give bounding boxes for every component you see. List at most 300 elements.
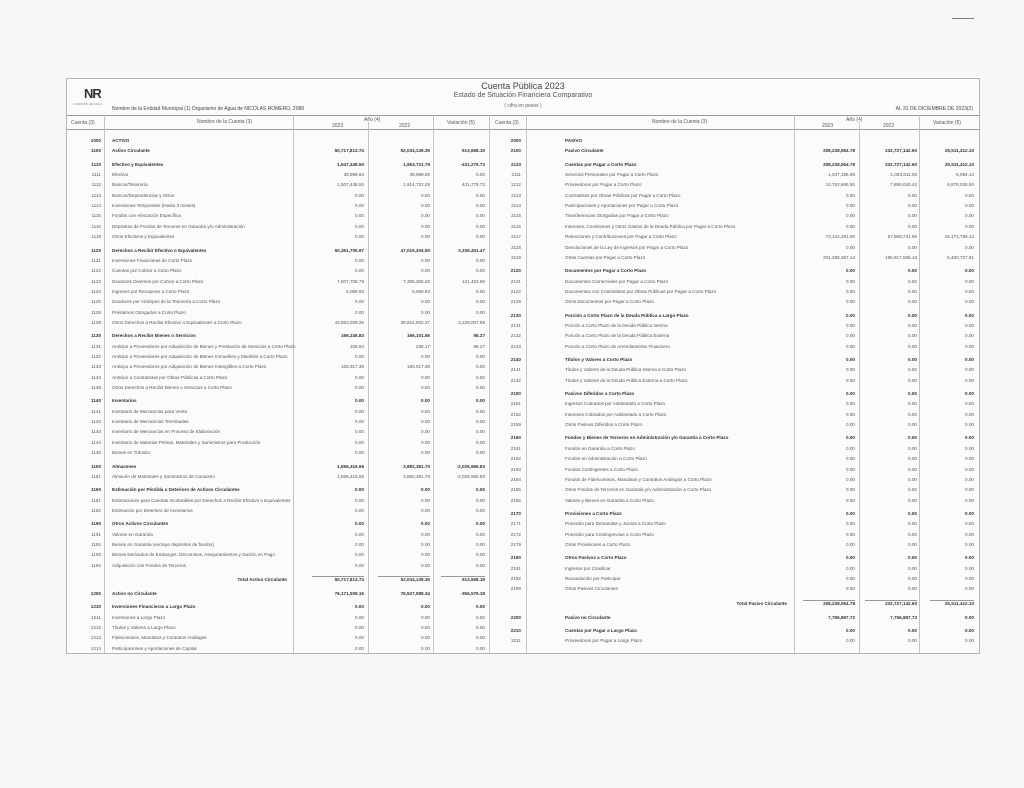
amount-current-year: 0.00 — [846, 541, 855, 547]
account-code: 1162 — [91, 507, 101, 513]
amount-previous-year: 232,727,142.60 — [885, 148, 917, 154]
account-name: Otros Efectivos y Equivalentes — [112, 234, 175, 240]
account-name: Otros Pasivos a Corto Plazo — [565, 555, 627, 561]
amount-current-year: 0.00 — [846, 487, 855, 493]
amount-current-year: 0.00 — [355, 257, 364, 263]
amount-variation: 0.00 — [476, 552, 485, 558]
col-year-current-right: 2023 — [822, 123, 834, 129]
amount-current-year: 0.00 — [846, 555, 855, 561]
report-subtitle: Estado de Situación Financiera Comparativo — [453, 92, 593, 99]
account-code: 2200 — [510, 614, 521, 620]
amount-variation: 0.00 — [476, 354, 485, 359]
amount-current-year: 166,245.83 — [341, 333, 364, 339]
amount-previous-year: 7,796,897.72 — [890, 614, 917, 620]
account-name: Otros Pasivos Circulantes — [565, 586, 618, 592]
amount-variation: 3,229,007.88 — [458, 319, 485, 325]
account-name: Adquisición con Fondos de Terceros — [112, 562, 186, 568]
amount-variation: -431,275.73 — [460, 161, 485, 167]
amount-variation: 0.00 — [965, 510, 974, 516]
account-name: Anticipo a Proveedores por Adquisición de Bienes Inmuebles y Muebles a Corto Plazo — [112, 354, 288, 359]
amount-variation: 0.00 — [965, 565, 974, 571]
amount-current-year: 0.00 — [846, 445, 855, 451]
amount-current-year: 0.00 — [355, 541, 364, 547]
account-name: Porción a Corto Plazo de la Deuda Pública a Largo Plazo — [565, 312, 689, 318]
amount-variation: 0.00 — [965, 435, 974, 441]
amount-current-year: 0.00 — [846, 456, 855, 462]
account-name: Fondos de Fideicomisos, Mandatos y Contratos Análogos a Corto Plazo — [565, 476, 712, 482]
amount-variation: 0.00 — [965, 401, 974, 407]
amount-current-year: 1,656,415.66 — [337, 473, 364, 479]
amount-variation: 0.00 — [476, 604, 485, 610]
amount-previous-year: 195,817,586.13 — [885, 254, 917, 260]
amount-previous-year: 232,727,142.60 — [885, 161, 917, 167]
amount-previous-year: 0.00 — [908, 278, 917, 284]
amount-previous-year: 0.00 — [908, 445, 917, 451]
amount-current-year: 0.00 — [355, 562, 364, 568]
amount-current-year: 0.00 — [355, 309, 364, 315]
account-name: Otros Derechos a Recibir Efectivo o Equivalentes a Corto Plazo — [112, 319, 242, 325]
account-code: 1161 — [91, 497, 101, 503]
amount-variation: 25,511,412.10 — [944, 161, 974, 167]
amount-current-year: 0.00 — [355, 625, 364, 631]
amount-current-year: 0.00 — [846, 510, 855, 516]
account-code: 1132 — [91, 354, 101, 359]
account-name: Valores en Garantía — [112, 531, 153, 537]
amount-current-year: 0.00 — [355, 223, 364, 229]
amount-current-year: 0.00 — [355, 635, 364, 641]
amount-previous-year: 3,882,381.70 — [403, 473, 430, 479]
amount-previous-year: 0.00 — [908, 322, 917, 328]
amount-previous-year: 0.00 — [908, 586, 917, 592]
account-code: 1131 — [91, 343, 101, 349]
account-code: 1133 — [91, 364, 101, 370]
amount-variation: 0.00 — [476, 309, 485, 315]
amount-current-year: 0.00 — [355, 374, 364, 380]
amount-previous-year: 1,953,721.79 — [403, 161, 430, 167]
amount-current-year: 0.00 — [355, 192, 364, 198]
amount-previous-year: 0.00 — [421, 614, 430, 620]
amount-variation: 0.00 — [965, 411, 974, 417]
account-code: 1126 — [91, 309, 101, 315]
account-name: ACTIVO — [112, 138, 130, 143]
amount-previous-year: 1,053,811.00 — [890, 172, 917, 178]
amount-previous-year: 0.00 — [421, 192, 430, 198]
amount-variation: 0.00 — [965, 628, 974, 634]
amount-current-year: 0.00 — [846, 565, 855, 571]
account-name: Inversiones Temporales (Hasta 3 meses) — [112, 203, 196, 209]
account-code: 1100 — [91, 148, 101, 154]
amount-current-year: 0.00 — [355, 531, 364, 537]
amount-variation: 0.00 — [476, 288, 485, 294]
amount-previous-year: 0.00 — [421, 645, 430, 651]
account-name: Fondos en Garantía a Corto Plazo — [565, 445, 635, 451]
amount-current-year: 0.00 — [846, 521, 855, 527]
amount-previous-year: 0.00 — [421, 234, 430, 240]
amount-previous-year: 0.00 — [421, 299, 430, 305]
account-code: 1115 — [91, 213, 101, 219]
account-name: Cuentas por Pagar a Largo Plazo — [565, 628, 637, 634]
amount-previous-year: 0.00 — [908, 377, 917, 383]
account-code: 2133 — [510, 343, 521, 349]
amount-current-year: 50,351,705.97 — [334, 247, 364, 253]
account-code: 1125 — [91, 299, 101, 305]
amount-current-year: 73,142,481.06 — [825, 234, 855, 240]
account-code: 1123 — [91, 278, 101, 284]
amount-previous-year: 0.00 — [908, 367, 917, 373]
amount-variation: 0.00 — [476, 531, 485, 537]
amount-previous-year: 6,068.93 — [412, 288, 430, 294]
account-name: Devoluciones de la Ley de Ingresos por Pagar a Corto Plazo — [565, 244, 689, 250]
amount-current-year: 1,547,448.50 — [337, 161, 364, 167]
amount-current-year: 0.00 — [355, 268, 364, 274]
col-variation-right: Variación (5) — [933, 120, 961, 126]
amount-variation: -2,025,965.83 — [456, 473, 485, 479]
amount-current-year: 0.00 — [355, 614, 364, 620]
account-name: Porción a Corto Plazo de la Deuda Pública Externa — [565, 333, 670, 339]
amount-current-year: 0.00 — [846, 391, 855, 397]
amount-current-year: 0.00 — [355, 604, 364, 610]
account-code: 2100 — [510, 148, 521, 154]
account-code: 1141 — [91, 408, 101, 414]
amount-current-year: 0.00 — [846, 192, 855, 198]
account-code: 2120 — [510, 268, 521, 274]
amount-previous-year: 57,969,731.99 — [887, 234, 917, 240]
amount-variation: 0.00 — [476, 234, 485, 240]
amount-current-year: 0.00 — [355, 552, 364, 558]
account-code: 1112 — [91, 182, 101, 188]
account-name: Otras Cuentas por Pagar a Corto Plazo — [565, 254, 646, 260]
amount-current-year: 0.00 — [846, 213, 855, 219]
amount-current-year: 0.00 — [355, 450, 364, 456]
amount-previous-year: 0.00 — [908, 638, 917, 644]
col-year: Año (4) — [364, 117, 381, 123]
header-rule-bottom — [67, 129, 979, 130]
amount-previous-year: 0.00 — [421, 419, 430, 425]
account-name: Otros Activos Circulantes — [112, 521, 169, 527]
amount-previous-year: 0.00 — [908, 487, 917, 493]
amount-previous-year: 165,917.39 — [407, 364, 430, 370]
account-name: Inventario de Mercancías Terminadas — [112, 419, 189, 425]
amount-previous-year: 0.00 — [908, 357, 917, 362]
amount-previous-year: 0.00 — [421, 223, 430, 229]
amount-previous-year: 0.00 — [908, 333, 917, 339]
account-code: 1213 — [90, 635, 101, 641]
amount-current-year: 0.00 — [846, 401, 855, 407]
amount-current-year: 7,507,708.79 — [337, 278, 364, 284]
amount-current-year: 0.00 — [846, 203, 855, 209]
account-name: Ingresos por Recuperar a Corto Plazo — [112, 288, 190, 294]
account-name: Títulos y Valores a Largo Plazo — [112, 625, 176, 631]
amount-variation: 0.00 — [965, 521, 974, 527]
account-code: 2151 — [510, 401, 521, 407]
amount-variation: 0.00 — [965, 576, 974, 581]
amount-variation: 0.00 — [965, 343, 974, 349]
amount-current-year: 39,999.50 — [343, 172, 364, 178]
amount-variation: 0.00 — [965, 377, 974, 383]
amount-current-year: 0.00 — [846, 377, 855, 383]
account-name: Servicios Personales por Pagar a Corto Plazo — [565, 172, 659, 178]
amount-variation: 0.00 — [965, 268, 974, 274]
amount-previous-year: 0.00 — [908, 192, 917, 198]
account-name: Valores y Bienes en Garantía a Corto Plazo — [565, 497, 654, 503]
account-code: 2111 — [511, 172, 521, 178]
amount-current-year: 0.00 — [846, 476, 855, 482]
logo-text: NR — [84, 86, 101, 101]
account-code: 1211 — [91, 614, 101, 620]
amount-variation: 0.00 — [476, 614, 485, 620]
amount-variation: -356,579.18 — [460, 591, 485, 596]
amount-variation: 0.00 — [965, 357, 974, 362]
amount-previous-year: 0.00 — [421, 268, 430, 274]
amount-variation: 25,511,412.10 — [944, 148, 974, 154]
amount-previous-year: 232,727,142.60 — [885, 600, 917, 606]
amount-previous-year: 0.00 — [908, 435, 917, 441]
account-name: Ingresos Cobrados por Adelantado a Corto Plazo — [565, 401, 666, 407]
amount-variation: 0.00 — [965, 333, 974, 339]
amount-current-year: 0.00 — [846, 531, 855, 537]
amount-current-year: 0.00 — [355, 497, 364, 503]
account-name: Documentos con Contratistas por Obras Públicas por Pagar a Corto Plazo — [565, 288, 717, 294]
amount-variation: 0.00 — [476, 364, 485, 370]
account-name: Documentos Comerciales por Pagar a Corto Plazo — [565, 278, 669, 284]
account-code: 1114 — [91, 203, 101, 209]
account-name: Títulos y Valores de la Deuda Pública Externa a Corto Plazo — [565, 377, 688, 383]
amount-variation: 0.00 — [965, 638, 974, 644]
account-name: Total Pasivo Circulante — [736, 600, 787, 606]
amount-current-year: 50,717,813.74 — [334, 577, 364, 582]
amount-current-year: 0.00 — [846, 422, 855, 428]
account-name: Otros Derechos a Recibir Bienes o Servicios a Corto Plazo — [112, 385, 232, 391]
amount-current-year: 0.00 — [846, 343, 855, 349]
amount-current-year: 0.00 — [846, 466, 855, 472]
amount-current-year: 165,917.39 — [341, 364, 364, 370]
account-code: 2165 — [510, 487, 521, 493]
col-account-right: Cuenta (3) — [495, 120, 519, 126]
col-name-right: Nombre de la Cuenta (3) — [652, 119, 708, 125]
account-name: Derechos a Recibir Efectivo o Equivalentes — [112, 247, 207, 253]
account-name: Fondos con Afectación Específica — [112, 213, 181, 219]
amount-variation: 0.00 — [965, 422, 974, 428]
account-code: 1151 — [91, 473, 101, 479]
account-code: 2131 — [510, 322, 521, 328]
amount-current-year: 0.00 — [846, 268, 855, 274]
account-code: 1139 — [91, 385, 101, 391]
account-name: Pasivo Circulante — [565, 148, 604, 154]
amount-variation: 0.00 — [476, 562, 485, 568]
amount-current-year: 0.00 — [355, 487, 364, 493]
amount-current-year: 0.00 — [846, 628, 855, 634]
amount-current-year: 201,296,367.14 — [823, 254, 855, 260]
amount-variation: 0.00 — [476, 408, 485, 414]
amount-previous-year: 0.00 — [908, 288, 917, 294]
amount-variation: 0.00 — [476, 635, 485, 641]
amount-previous-year: 0.00 — [421, 521, 430, 527]
total-rule — [378, 576, 430, 577]
amount-variation: 0.00 — [965, 614, 974, 620]
amount-previous-year: 39,999.50 — [409, 172, 430, 178]
col-year-current: 2023 — [332, 123, 344, 129]
entity-name: Nombre de la Entidad Municipal (1) Organismo de Agua de NICOLAS ROMERO, 2088 — [112, 106, 305, 112]
amount-previous-year: 0.00 — [421, 552, 430, 558]
amount-previous-year: 39,624,002.37 — [400, 319, 430, 325]
account-name: Bienes Derivados de Embargos, Decomisos, Aseguramientos y Dación en Pago — [112, 552, 275, 558]
amount-variation: 5,460,727.91 — [947, 254, 974, 260]
amount-current-year: 7,796,897.72 — [828, 614, 855, 620]
account-code: 1120 — [91, 247, 101, 253]
account-name: Retenciones y Contribuciones por Pagar a Corto Plazo — [565, 234, 677, 240]
account-name: Proveedores por Pagar a Corto Plazo — [565, 182, 642, 188]
account-name: Fondos Contingentes a Corto Plazo — [565, 466, 638, 472]
amount-variation: 0.00 — [476, 374, 485, 380]
account-code: 2170 — [510, 510, 521, 516]
total-rule — [441, 576, 485, 577]
amount-variation: 98.27 — [473, 343, 485, 349]
account-name: Activo no Circulante — [112, 591, 157, 596]
amount-variation: -2,025,965.83 — [456, 463, 485, 469]
account-name: Contratistas por Obras Públicas por Pagar a Corto Plazo — [565, 192, 681, 198]
account-name: Estimación por Pérdida o Deterioro de Activos Circulantes — [112, 487, 240, 493]
amount-previous-year: 7,385,305.20 — [403, 278, 430, 284]
amount-variation: 0.00 — [476, 497, 485, 503]
account-code: 1140 — [91, 398, 101, 404]
amount-previous-year: 0.00 — [421, 429, 430, 435]
amount-variation: 0.00 — [476, 213, 485, 219]
amount-current-year: 328.64 — [349, 343, 364, 349]
account-name: Estimación por Deterioro de Inventarios — [112, 507, 193, 513]
account-code: 2115 — [511, 213, 521, 219]
amount-previous-year: 0.00 — [908, 312, 917, 318]
amount-previous-year: 0.00 — [908, 401, 917, 407]
amount-current-year: 0.00 — [846, 333, 855, 339]
account-code: 2114 — [511, 203, 521, 209]
account-name: Ingresos por Clasificar — [565, 565, 611, 571]
amount-variation: 6,876,026.50 — [947, 182, 974, 188]
account-code: 2118 — [511, 244, 521, 250]
amount-previous-year: 0.00 — [908, 244, 917, 250]
amount-previous-year: 0.00 — [908, 343, 917, 349]
amount-variation: 0.00 — [476, 541, 485, 547]
amount-variation: 0.00 — [965, 312, 974, 318]
total-rule — [930, 600, 974, 601]
account-code: 2152 — [510, 411, 521, 417]
account-code: 2112 — [511, 182, 521, 188]
amount-current-year: 0.00 — [846, 299, 855, 305]
account-code: 2179 — [510, 541, 521, 547]
account-code: 1145 — [91, 450, 101, 456]
amount-previous-year: 0.00 — [908, 476, 917, 482]
amount-variation: 0.00 — [965, 192, 974, 198]
amount-variation: 0.00 — [965, 476, 974, 482]
amount-variation: 0.00 — [476, 223, 485, 229]
amount-current-year: 1,656,415.66 — [337, 463, 364, 469]
amount-previous-year: 47,015,304.50 — [400, 247, 430, 253]
amount-previous-year: 0.00 — [908, 555, 917, 561]
amount-variation: 0.00 — [476, 645, 485, 651]
amount-variation: 0.00 — [476, 398, 485, 404]
amount-previous-year: 238.17 — [415, 343, 430, 349]
amount-previous-year: 0.00 — [908, 422, 917, 428]
amount-previous-year: 0.00 — [421, 541, 430, 547]
amount-previous-year: 76,527,588.34 — [400, 591, 430, 596]
amount-current-year: 208,238,554.78 — [823, 600, 855, 606]
amount-previous-year: 0.00 — [421, 257, 430, 263]
amount-variation: 0.00 — [476, 268, 485, 274]
amount-current-year: 0.00 — [846, 244, 855, 250]
amount-current-year: 0.00 — [846, 288, 855, 294]
account-code: 1121 — [91, 257, 101, 263]
amount-current-year: 14,762,666.50 — [825, 182, 855, 188]
amount-variation: 0.00 — [476, 192, 485, 198]
col-year-previous-right: 2022 — [883, 123, 895, 129]
amount-current-year: 6,068.93 — [346, 288, 364, 294]
amount-variation: 0.00 — [476, 299, 485, 305]
account-name: Anticipo a Proveedores por Adquisición de Bienes Intangibles a Corto Plazo — [112, 364, 267, 370]
account-name: Porción a Corto Plazo de Arrendamiento Financiero — [565, 343, 670, 349]
account-code: 2129 — [510, 299, 521, 305]
amount-variation: 6,094.14 — [956, 172, 974, 178]
amount-previous-year: 0.00 — [908, 456, 917, 462]
amount-current-year: 0.00 — [355, 385, 364, 391]
account-name: Bancos/Dependencias y Otros — [112, 192, 175, 198]
account-code: 1113 — [91, 192, 101, 198]
account-code: 1194 — [91, 562, 101, 568]
account-code: 1116 — [91, 223, 101, 229]
amount-previous-year: 0.00 — [421, 408, 430, 414]
account-code: 2122 — [510, 288, 521, 294]
amount-current-year: 0.00 — [355, 419, 364, 425]
amount-variation: 0.00 — [476, 521, 485, 527]
account-name: Provisión para Demandas y Juicios a Corto Plazo — [565, 521, 666, 527]
amount-current-year: 0.00 — [846, 357, 855, 362]
account-code: 2150 — [510, 391, 521, 397]
account-code: 2116 — [511, 223, 521, 229]
amount-current-year: 208,238,554.78 — [823, 148, 855, 154]
amount-current-year: 50,717,813.74 — [334, 148, 364, 154]
account-name: Cuentas por Cobrar a Corto Plazo — [112, 268, 182, 274]
amount-current-year: 0.00 — [355, 213, 364, 219]
amount-variation: 0.00 — [965, 531, 974, 537]
amount-previous-year: 0.00 — [908, 299, 917, 305]
account-name: Bienes en Garantía (excluye depósitos de fondos) — [112, 541, 214, 547]
account-name: Anticipo a Contratistas por Obras Públicas a Corto Plazo — [112, 374, 228, 380]
account-name: Almacén de Materiales y Suministros de Consumo — [112, 473, 215, 479]
amount-variation: 0.00 — [476, 439, 485, 445]
amount-previous-year: 0.00 — [421, 203, 430, 209]
amount-variation: 0.00 — [965, 456, 974, 462]
account-name: Otras Provisiones a Corto Plazo — [565, 541, 631, 547]
account-name: Deudores por Anticipos de la Tesorería a Corto Plazo — [112, 299, 221, 305]
account-code: 2000 — [510, 138, 521, 143]
amount-previous-year: 0.00 — [421, 604, 430, 610]
account-name: Títulos y Valores de la Deuda Pública Interna a Corto Plazo — [565, 367, 686, 373]
account-name: Proveedores por Pagar a Largo Plazo — [565, 638, 643, 644]
account-code: 1160 — [91, 487, 101, 493]
account-code: 1144 — [91, 439, 101, 445]
amount-previous-year: 0.00 — [421, 374, 430, 380]
account-code: 1119 — [91, 234, 101, 240]
amount-variation: 0.00 — [965, 555, 974, 561]
amount-current-year: 0.00 — [355, 203, 364, 209]
amount-previous-year: 0.00 — [421, 450, 430, 456]
amount-variation: 0.00 — [965, 445, 974, 451]
account-name: Participaciones y Aportaciones por Pagar a Corto Plazo — [565, 203, 679, 209]
amount-previous-year: 1,914,722.29 — [403, 182, 430, 188]
account-code: 2130 — [510, 312, 521, 318]
amount-variation: 0.00 — [476, 203, 485, 209]
account-name: Efectivo y Equivalentes — [112, 161, 164, 167]
account-name: Provisiones a Corto Plazo — [565, 510, 622, 516]
amount-variation: 0.00 — [965, 541, 974, 547]
